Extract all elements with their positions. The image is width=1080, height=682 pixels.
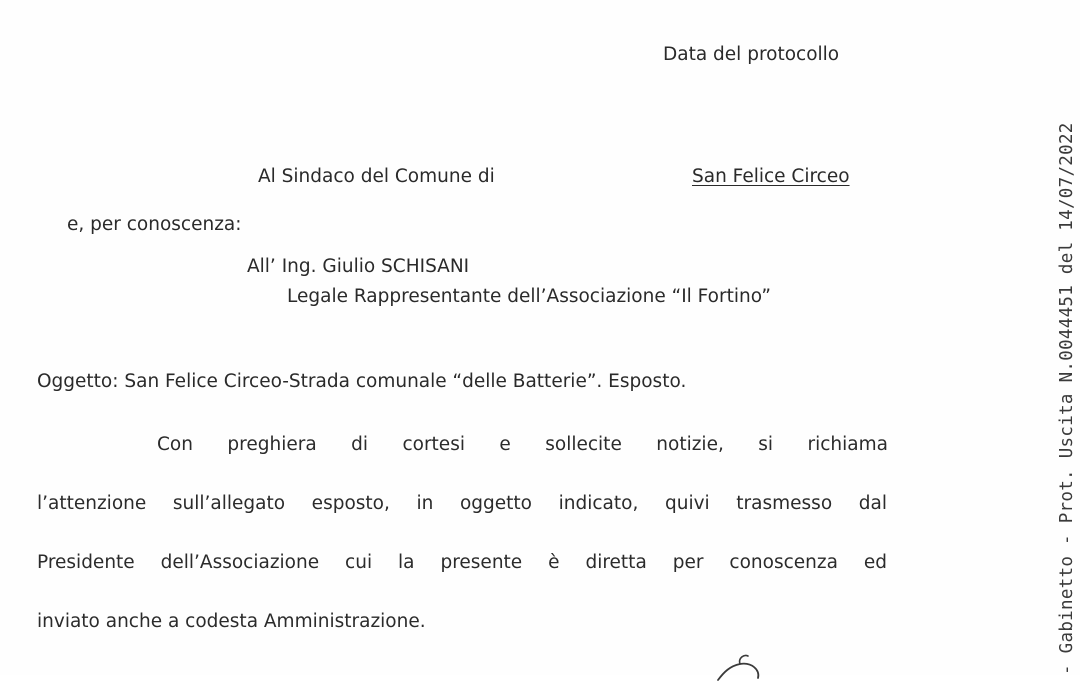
protocol-stamp (1025, 10, 1077, 675)
recipient-prefix: Al Sindaco del Comune di (258, 166, 495, 187)
cc-name: All’ Ing. Giulio SCHISANI (247, 256, 470, 277)
cc-label: e, per conoscenza: (67, 214, 242, 235)
recipient-place: San Felice Circeo (692, 166, 850, 187)
protocol-stamp-text: - Gabinetto - Prot. Uscita N.0044451 del 14/07/2022 (1057, 122, 1077, 675)
subject-line: Oggetto: San Felice Circeo-Strada comunale “delle Batterie”. Esposto. (37, 371, 687, 392)
body-line-3: Presidente dell’Associazione cui la presente è diretta per conoscenza ed (37, 552, 887, 573)
body-line-2: l’attenzione sull’allegato esposto, in oggetto indicato, quivi trasmesso dal (37, 493, 887, 514)
signature-mark (700, 652, 780, 682)
body-line-4: inviato anche a codesta Amministrazione. (37, 611, 426, 632)
protocol-date-label: Data del protocollo (663, 44, 840, 65)
body-line-1: Con preghiera di cortesi e sollecite notizie, si richiama (157, 434, 888, 455)
cc-role: Legale Rappresentante dell’Associazione “Il Fortino” (287, 286, 771, 307)
